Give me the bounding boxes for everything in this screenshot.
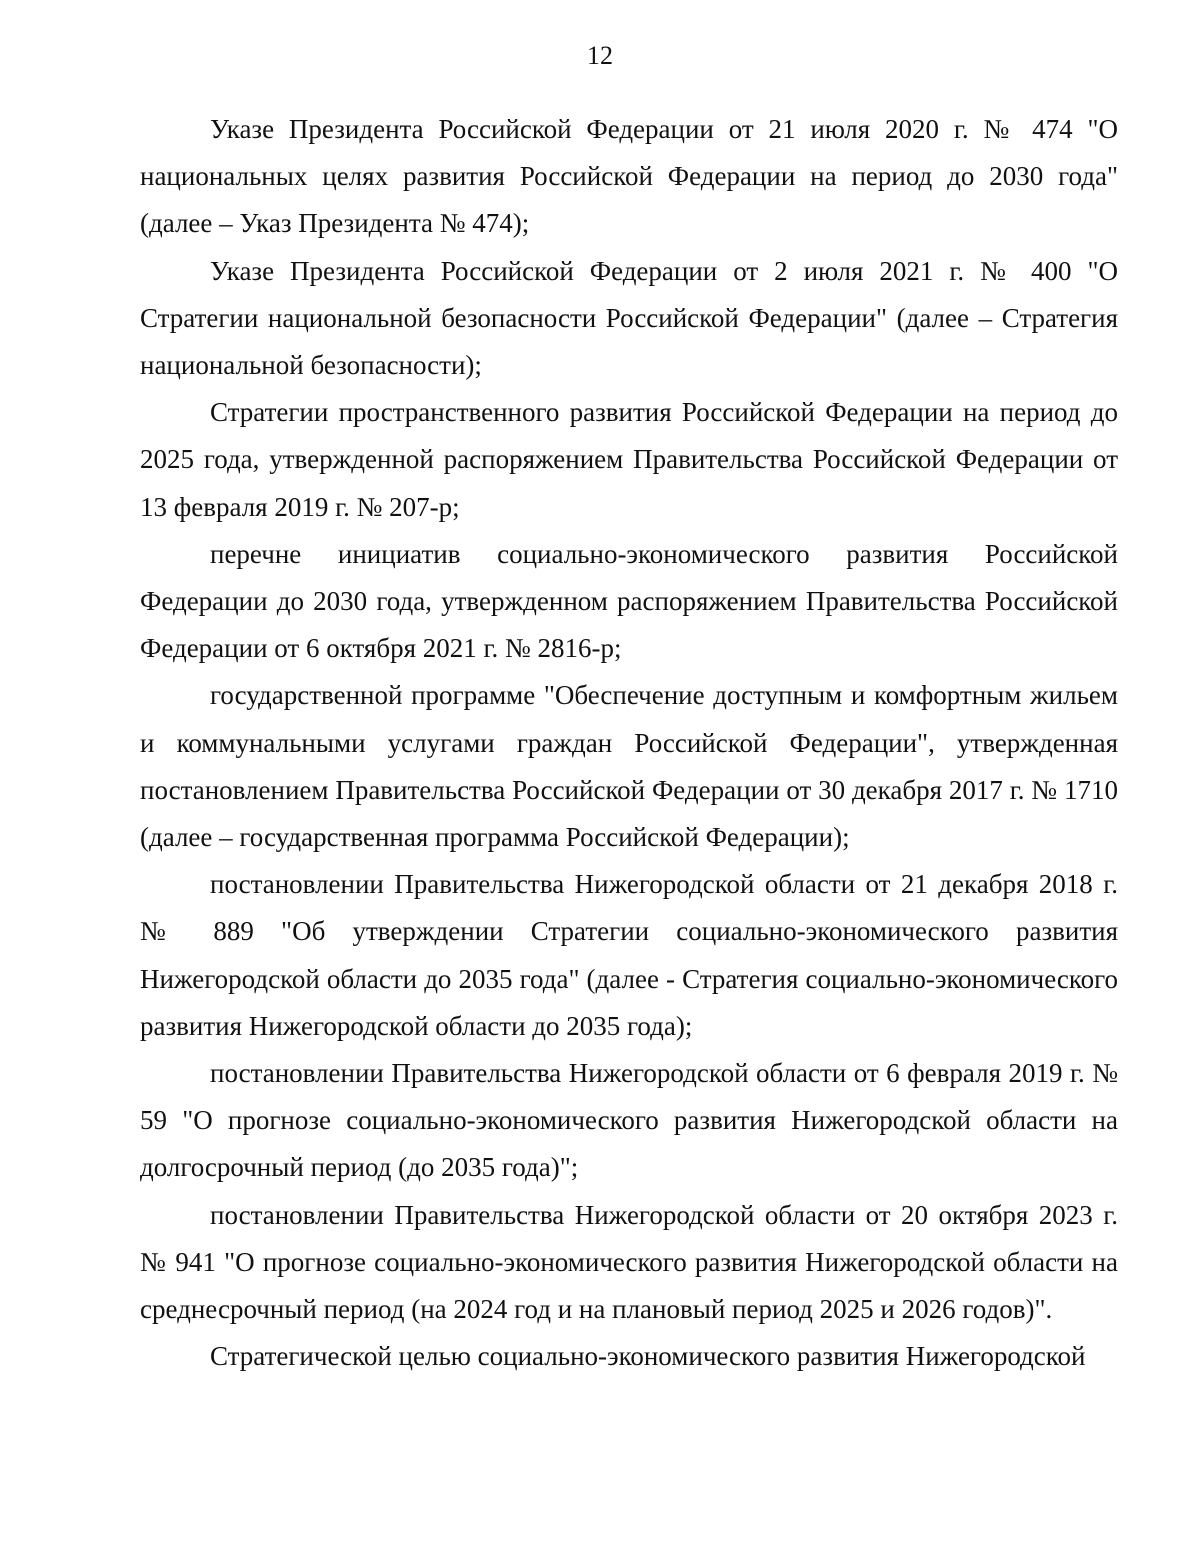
paragraph-long-term-forecast: постановлении Правительства Нижегородской области от 6 февраля 2019 г. № 59 "О прогнозе социально-экономического развития Нижегородской области на долгосрочный период (до 2035 года)"; bbox=[140, 1058, 1118, 1183]
paragraph-strategic-goal: Стратегической целью социально-экономического развития Нижегородской bbox=[210, 1341, 1086, 1372]
page-number: 12 bbox=[587, 41, 613, 70]
paragraph-regional-strategy-2035: постановлении Правительства Нижегородской области от 21 декабря 2018 г. № 889 "Об утверждении Стратегии социально-экономического развития Нижегородской области до 2035 года" (далее - Стратегия социально-экономического развития Нижегородской области до 2035 года); bbox=[140, 869, 1118, 1041]
document-body bbox=[140, 106, 1118, 1380]
paragraph-medium-term-forecast: постановлении Правительства Нижегородской области от 20 октября 2023 г. № 941 "О прогнозе социально-экономического развития Нижегородской области на среднесрочный период (на 2024 год и на плановый период 2025 и 2026 годов)". bbox=[140, 1199, 1118, 1325]
paragraph-decree-400: Указе Президента Российской Федерации от 2 июля 2021 г. № 400 "О Стратегии национальной безопасности Российской Федерации" (далее – Стратегия национальной безопасности); bbox=[140, 255, 1118, 381]
paragraph-spatial-strategy: Стратегии пространственного развития Российской Федерации на период до 2025 года, утвержденной распоряжением Правительства Российской Федерации от 13 февраля 2019 г. № 207-р; bbox=[140, 397, 1118, 522]
paragraph-housing-program: государственной программе "Обеспечение доступным и комфортным жильем и коммунальными услугами граждан Российской Федерации", утвержденная постановлением Правительства Российской Федерации от 30 декабря 2017 г. № 1710 (далее – государственная программа Российской Федерации); bbox=[140, 680, 1118, 853]
paragraph-decree-474: Указе Президента Российской Федерации от 21 июля 2020 г. № 474 "О национальных целях развития Российской Федерации на период до 2030 года" (далее – Указ Президента № 474); bbox=[140, 114, 1118, 239]
paragraph-initiatives-list: перечне инициатив социально-экономического развития Российской Федерации до 2030 года, утвержденном распоряжением Правительства Российской Федерации от 6 октября 2021 г. № 2816-р; bbox=[140, 538, 1118, 664]
